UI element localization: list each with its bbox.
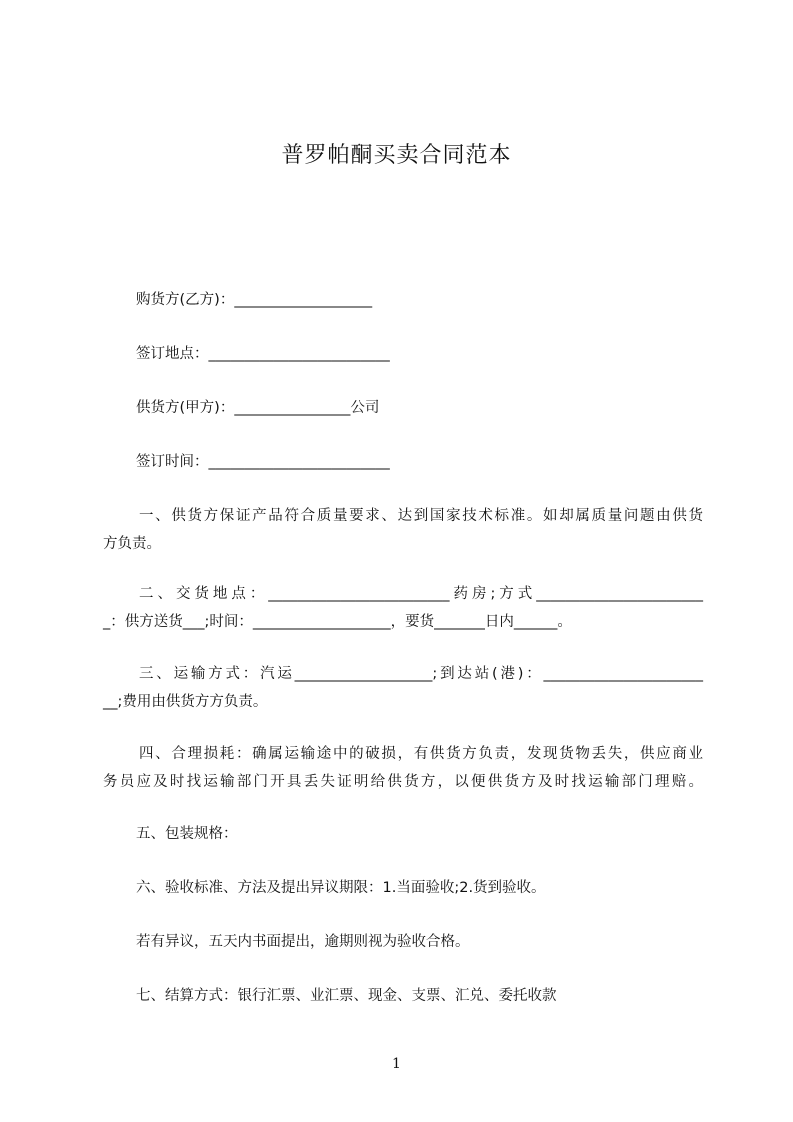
clause-3-line-1: 三、运输方式：汽运___________________;到达站(港)：______________________ [139, 666, 703, 682]
signing-time-line: 签订时间：_________________________ [136, 454, 390, 470]
clause-6-line: 六、验收标准、方法及提出异议期限：1.当面验收;2.货到验收。 [136, 880, 546, 896]
clause-1-line-1: 一、供货方保证产品符合质量要求、达到国家技术标准。如却属质量问题由供货 [139, 508, 703, 524]
clause-4-line-1: 四、合理损耗：确属运输途中的破损，有供货方负责，发现货物丢失，供应商业 [139, 746, 703, 762]
document-title: 普罗帕酮买卖合同范本 [281, 143, 512, 168]
page-number: 1 [392, 1056, 401, 1072]
clause-4-line-2: 务员应及时找运输部门开具丢失证明给供货方，以便供货方及时找运输部门理赔。 [103, 774, 703, 790]
clause-3-line-2: __;费用由供货方方负责。 [103, 694, 268, 710]
clause-2-line-2: _：供方送货___;时间：___________________，要货_______日内______。 [103, 614, 572, 630]
buyer-line: 购货方(乙方)：___________________ [136, 292, 373, 308]
objection-line: 若有异议，五天内书面提出，逾期则视为验收合格。 [136, 934, 470, 950]
clause-7-line: 七、结算方式：银行汇票、业汇票、现金、支票、汇兑、委托收款 [136, 988, 557, 1004]
clause-2-line-1: 二、交货地点：_________________________药房;方式_______________________ [139, 586, 703, 602]
clause-5-line: 五、包装规格： [136, 826, 238, 842]
supplier-line: 供货方(甲方)：________________公司 [136, 400, 380, 416]
clause-1-line-2: 方负责。 [103, 536, 161, 552]
signing-place-line: 签订地点：_________________________ [136, 346, 390, 362]
